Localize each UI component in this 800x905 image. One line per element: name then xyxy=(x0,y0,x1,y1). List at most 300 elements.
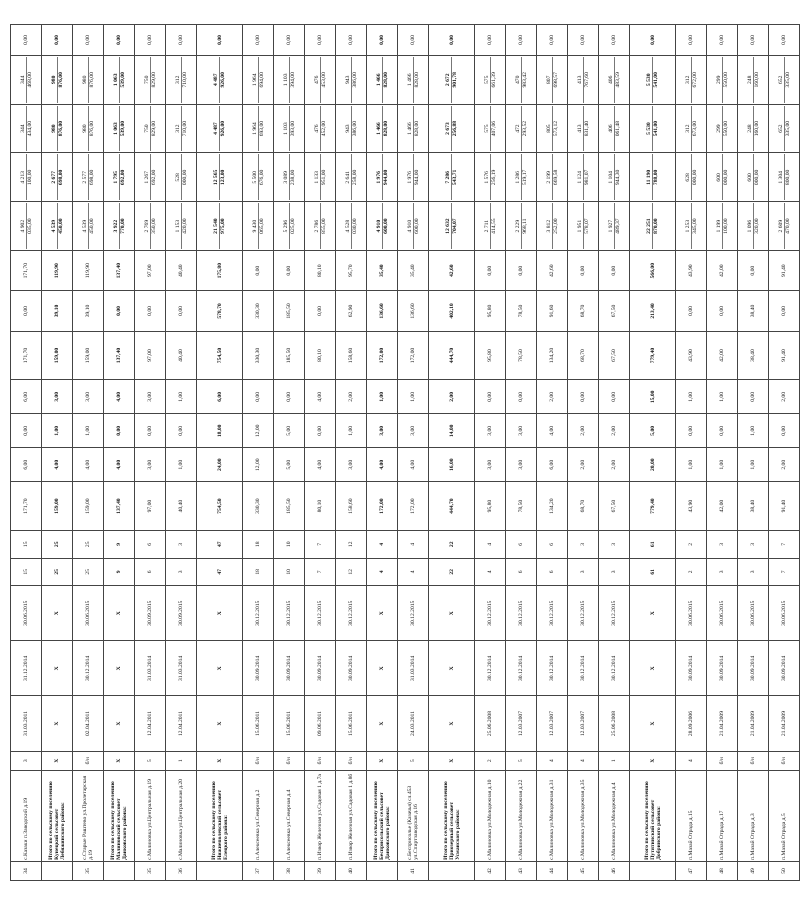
cell-part: 828,00 xyxy=(413,120,420,137)
table-row xyxy=(336,25,367,881)
cell-no xyxy=(42,861,73,880)
cell-c6: 38,40 xyxy=(738,482,769,531)
cell-c6: 172,00 xyxy=(367,482,398,531)
cell-c10: 43,90 xyxy=(676,331,707,380)
cell-c1: 15.06.2011 xyxy=(274,696,305,751)
cell-part: 828,00 xyxy=(382,120,389,137)
cell-addr: п.Извор Железная ул.Садовая 1 д.8б xyxy=(336,770,367,861)
cell-c5: 7 xyxy=(305,531,336,559)
cell-c5: 7 xyxy=(769,531,800,559)
cell-c4: 25 xyxy=(42,558,73,586)
cell-c4: 7 xyxy=(305,558,336,586)
cell-c13 xyxy=(769,202,800,251)
cell-c15 xyxy=(599,104,630,153)
cell-c10: 97,00 xyxy=(135,331,166,380)
cell-c10: 172,00 xyxy=(367,331,398,380)
cell-c8: 0,00 xyxy=(135,414,166,448)
cell-part: 1 267 xyxy=(144,154,151,200)
housing-program-table xyxy=(10,24,800,881)
cell-c5: 3 xyxy=(166,531,197,559)
cell-c6: 754,50 xyxy=(197,482,243,531)
cell-c13 xyxy=(367,202,398,251)
cell-part: 550,00 xyxy=(722,72,729,88)
cell-c8: 5,00 xyxy=(274,414,305,448)
cell-part: 386,00 xyxy=(351,72,358,88)
cell-c5: 4 xyxy=(398,531,429,559)
cell-c16 xyxy=(104,55,135,104)
cell-part: 4 487 xyxy=(213,57,220,103)
cell-part: 312 xyxy=(175,57,182,103)
cell-c4: 61 xyxy=(630,558,676,586)
cell-c14 xyxy=(568,153,599,202)
cell-part: 855,00 xyxy=(320,218,327,234)
cell-no: 37 xyxy=(243,861,274,880)
cell-c11: 578,70 xyxy=(197,291,243,331)
cell-c9: 0,00 xyxy=(599,380,630,414)
cell-part: 299 xyxy=(716,57,723,103)
cell-c3: 30.12.2015 xyxy=(475,586,506,641)
cell-c16 xyxy=(475,55,506,104)
cell-c9: 0,00 xyxy=(568,380,599,414)
cell-part: 541,00 xyxy=(653,72,659,88)
table-row xyxy=(599,25,630,881)
cell-c1: X xyxy=(104,696,135,751)
cell-c2: 30.12.2014 xyxy=(568,641,599,696)
cell-part: 698,57 xyxy=(552,72,559,88)
cell-c13 xyxy=(135,202,166,251)
cell-c1: 12.04.2011 xyxy=(135,696,166,751)
cell-part: 981,07 xyxy=(583,169,590,186)
cell-addr: п.Извор Железная ул.Садовая 1 д.7а xyxy=(305,770,336,861)
cell-c11: 402,10 xyxy=(429,291,475,331)
cell-c9: 1,00 xyxy=(676,380,707,414)
cell-no xyxy=(429,861,475,880)
cell-part: 541,00 xyxy=(653,120,659,137)
cell-c14 xyxy=(135,153,166,202)
cell-no: 35 xyxy=(73,861,104,880)
cell-part: 312 xyxy=(685,106,692,152)
cell-pre: 2 xyxy=(475,751,506,770)
cell-c15 xyxy=(11,104,42,153)
cell-c15 xyxy=(630,104,676,153)
cell-c15 xyxy=(197,104,243,153)
cell-addr: с.Малиновка ул.Молодежная д.35 xyxy=(568,770,599,861)
cell-c11: 95,80 xyxy=(475,291,506,331)
cell-pre: 5 xyxy=(506,751,537,770)
cell-part: 256,19 xyxy=(490,169,497,186)
cell-c16 xyxy=(135,55,166,104)
cell-c5: 3 xyxy=(568,531,599,559)
cell-c16 xyxy=(568,55,599,104)
table-row xyxy=(475,25,506,881)
cell-no xyxy=(367,861,398,880)
cell-c10: 80,10 xyxy=(305,331,336,380)
cell-part: 476 xyxy=(314,106,321,152)
cell-part: 628 xyxy=(685,154,692,200)
cell-c8: 14,00 xyxy=(429,414,475,448)
cell-c11: 39,10 xyxy=(73,291,104,331)
cell-part: 704,07 xyxy=(452,218,458,234)
cell-c1: X xyxy=(367,696,398,751)
cell-c3: 30.12.2015 xyxy=(599,586,630,641)
table-row xyxy=(166,25,197,881)
cell-c9: 2,00 xyxy=(429,380,475,414)
cell-part: 4 910 xyxy=(376,203,383,249)
cell-part: 1 976 xyxy=(407,154,414,200)
cell-c2: 31.12.2014 xyxy=(11,641,42,696)
cell-c17: 0,00 xyxy=(73,25,104,56)
cell-c11: 0,00 xyxy=(11,291,42,331)
cell-part: 968,11 xyxy=(521,218,528,234)
cell-c3: 30.06.2015 xyxy=(676,586,707,641)
cell-c14 xyxy=(429,153,475,202)
cell-c17: 0,00 xyxy=(599,25,630,56)
cell-c10: 68,70 xyxy=(568,331,599,380)
table-row xyxy=(243,25,274,881)
cell-c3: 30.09.2015 xyxy=(166,586,197,641)
cell-c6: 158,60 xyxy=(336,482,367,531)
cell-c10: 185,50 xyxy=(274,331,305,380)
cell-part: 4 539 xyxy=(51,203,58,249)
cell-c4: 4 xyxy=(475,558,506,586)
cell-part: 1 063 xyxy=(113,106,120,152)
table-row xyxy=(738,25,769,881)
cell-c15 xyxy=(166,104,197,153)
cell-addr: п.Мазай Отрада д.17 xyxy=(707,770,738,861)
cell-c3: X xyxy=(429,586,475,641)
cell-c7: 2,00 xyxy=(769,448,800,482)
cell-c14 xyxy=(336,153,367,202)
cell-c12: 42,60 xyxy=(429,251,475,291)
cell-part: 943 xyxy=(345,106,352,152)
cell-c12: 0,00 xyxy=(568,251,599,291)
cell-part: 575 xyxy=(484,57,491,103)
cell-c1: 15.06.2011 xyxy=(336,696,367,751)
cell-pre: X xyxy=(630,751,676,770)
cell-c13 xyxy=(243,202,274,251)
cell-c13 xyxy=(738,202,769,251)
cell-pre: 5 xyxy=(135,751,166,770)
cell-c13 xyxy=(197,202,243,251)
cell-c7: 16,00 xyxy=(429,448,475,482)
cell-c13 xyxy=(429,202,475,251)
cell-c7: 20,00 xyxy=(630,448,676,482)
cell-c11: 62,90 xyxy=(336,291,367,331)
cell-part: 238,00 xyxy=(289,169,296,186)
cell-part: 1 795 xyxy=(113,154,120,200)
cell-c12: 119,90 xyxy=(73,251,104,291)
cell-part: 160,00 xyxy=(753,120,760,137)
cell-part: 420,00 xyxy=(181,218,188,234)
cell-c1: 21.04.2009 xyxy=(769,696,800,751)
cell-part: 528 xyxy=(175,154,182,200)
cell-part: 1 286 xyxy=(515,154,522,200)
cell-c5: 6 xyxy=(537,531,568,559)
cell-c7: 12,00 xyxy=(243,448,274,482)
cell-addr: с.Малиновка ул.Молодежная д.22 xyxy=(506,770,537,861)
cell-c4: 6 xyxy=(506,558,537,586)
cell-pre: 1 xyxy=(166,751,197,770)
cell-c14 xyxy=(769,153,800,202)
cell-no: 45 xyxy=(568,861,599,880)
cell-c3: X xyxy=(630,586,676,641)
cell-c5: 4 xyxy=(475,531,506,559)
cell-c9: 0,00 xyxy=(738,380,769,414)
cell-c9: 1,00 xyxy=(707,380,738,414)
cell-c6: 40,40 xyxy=(166,482,197,531)
cell-c8: 2,00 xyxy=(599,414,630,448)
cell-part: 876,00 xyxy=(57,72,64,88)
cell-part: 393,00 xyxy=(289,120,296,137)
cell-c2: 31.03.2014 xyxy=(398,641,429,696)
cell-part: 829,00 xyxy=(150,120,157,137)
cell-c10: 91,40 xyxy=(769,331,800,380)
cell-part: 12 565 xyxy=(213,154,220,200)
cell-c6: 779,40 xyxy=(630,482,676,531)
cell-pre: б/н xyxy=(73,751,104,770)
cell-part: 2 786 xyxy=(314,203,321,249)
cell-c16 xyxy=(336,55,367,104)
cell-addr: п.Мазай Отрада д.5 xyxy=(769,770,800,861)
cell-c12: 0,00 xyxy=(475,251,506,291)
cell-c16 xyxy=(738,55,769,104)
cell-addr: Итого по сельскому поселению Нижнеполевский сельсовет Елецкого района: xyxy=(197,770,243,861)
cell-part: 550,00 xyxy=(722,120,729,137)
cell-addr: Итого по сельскому поселению Путятинский сельсовет Добринского района: xyxy=(630,770,676,861)
table-body xyxy=(11,25,800,881)
cell-c10: 172,00 xyxy=(398,331,429,380)
cell-c15 xyxy=(769,104,800,153)
cell-c9: 6,00 xyxy=(197,380,243,414)
cell-c17: 0,00 xyxy=(243,25,274,56)
cell-c12: 35,40 xyxy=(367,251,398,291)
cell-c12: 175,80 xyxy=(197,251,243,291)
cell-c6: 134,20 xyxy=(537,482,568,531)
cell-c7: 3,00 xyxy=(506,448,537,482)
cell-pre: 4 xyxy=(537,751,568,770)
cell-pre: X xyxy=(42,751,73,770)
cell-part: 975,00 xyxy=(220,218,226,234)
cell-c6: 42,00 xyxy=(707,482,738,531)
cell-c13 xyxy=(398,202,429,251)
cell-c17: 0,00 xyxy=(738,25,769,56)
cell-c10: 444,70 xyxy=(429,331,475,380)
subtotal-row xyxy=(429,25,475,881)
cell-c1: 28.09.2006 xyxy=(676,696,707,751)
cell-c6: 95,80 xyxy=(475,482,506,531)
cell-pre: 5 xyxy=(398,751,429,770)
cell-c8: 1,00 xyxy=(738,414,769,448)
cell-c14 xyxy=(707,153,738,202)
cell-c2: 30.12.2014 xyxy=(475,641,506,696)
cell-addr: Итого по сельскому поселению Бесприсольский сельсовет Данковского района: xyxy=(367,770,398,861)
cell-c14 xyxy=(506,153,537,202)
cell-part: 2 229 xyxy=(515,203,522,249)
cell-part: 800,00 xyxy=(784,169,791,186)
cell-part: 573,12 xyxy=(552,120,559,137)
cell-part: 980 xyxy=(82,106,89,152)
cell-part: 1 466 xyxy=(376,57,383,103)
cell-c15 xyxy=(568,104,599,153)
cell-c10: 67,50 xyxy=(599,331,630,380)
cell-part: 248 xyxy=(747,57,754,103)
cell-c4: 6 xyxy=(537,558,568,586)
cell-c14 xyxy=(599,153,630,202)
cell-part: 394,00 xyxy=(289,72,296,88)
cell-c3: 30.12.2015 xyxy=(398,586,429,641)
cell-c3: X xyxy=(367,586,398,641)
table-row xyxy=(707,25,738,881)
cell-part: 2 609 xyxy=(778,203,785,249)
cell-part: 344 xyxy=(20,106,27,152)
cell-part: 926,00 xyxy=(220,72,226,88)
cell-c7: 4,00 xyxy=(104,448,135,482)
cell-c14 xyxy=(197,153,243,202)
cell-part: 000,00 xyxy=(181,169,188,186)
cell-no: 39 xyxy=(305,861,336,880)
cell-part: 434,00 xyxy=(26,120,33,137)
cell-part: 2 769 xyxy=(144,203,151,249)
cell-part: 000,00 xyxy=(722,169,729,186)
cell-c12: 97,00 xyxy=(135,251,166,291)
cell-c1: 12.03.2007 xyxy=(506,696,537,751)
cell-c3: 30.12.2015 xyxy=(537,586,568,641)
cell-part: 476 xyxy=(314,57,321,103)
cell-c9: 3,00 xyxy=(42,380,73,414)
cell-c1: 24.03.2011 xyxy=(398,696,429,751)
cell-pre: б/н xyxy=(738,751,769,770)
cell-addr: с.Старые Раштево ул.Пролетарская д.19 xyxy=(73,770,104,861)
cell-part: 4 539 xyxy=(82,203,89,249)
cell-c5: 3 xyxy=(599,531,630,559)
cell-part: 876,00 xyxy=(88,120,95,137)
table-row xyxy=(398,25,429,881)
cell-c1: 25.06.2008 xyxy=(599,696,630,751)
cell-no: 46 xyxy=(599,861,630,880)
subtotal-row xyxy=(42,25,73,881)
cell-part: 248 xyxy=(747,106,754,152)
cell-c3: X xyxy=(197,586,243,641)
cell-pre: 4 xyxy=(568,751,599,770)
cell-part: 980 xyxy=(51,106,58,152)
cell-part: 1 976 xyxy=(376,154,383,200)
cell-c1: 12.03.2007 xyxy=(568,696,599,751)
cell-c1: X xyxy=(197,696,243,751)
cell-c7: 4,00 xyxy=(398,448,429,482)
cell-c17: 0,00 xyxy=(506,25,537,56)
cell-c16 xyxy=(599,55,630,104)
cell-c16 xyxy=(367,55,398,104)
cell-c14 xyxy=(676,153,707,202)
cell-c3: 30.06.2015 xyxy=(769,586,800,641)
cell-part: 1 466 xyxy=(376,106,383,152)
cell-c16 xyxy=(398,55,429,104)
cell-c4: 3 xyxy=(568,558,599,586)
cell-c3: 30.09.2015 xyxy=(135,586,166,641)
cell-c4: 7 xyxy=(769,558,800,586)
cell-c16 xyxy=(769,55,800,104)
cell-c17: 0,00 xyxy=(42,25,73,56)
cell-c4: 25 xyxy=(73,558,104,586)
cell-part: 828,00 xyxy=(413,72,420,88)
cell-c15 xyxy=(104,104,135,153)
cell-c9: 4,00 xyxy=(305,380,336,414)
cell-c1: 25.06.2008 xyxy=(475,696,506,751)
cell-c6: 137,40 xyxy=(104,482,135,531)
cell-c6: 43,90 xyxy=(676,482,707,531)
cell-part: 750 xyxy=(144,106,151,152)
cell-c15 xyxy=(738,104,769,153)
cell-c11: 0,00 xyxy=(104,291,135,331)
cell-c6: 68,70 xyxy=(568,482,599,531)
cell-c1: X xyxy=(429,696,475,751)
cell-addr: Итого по сельскому поселению Кунецкий сельсовет Лебяжинского района: xyxy=(42,770,73,861)
cell-part: 489,37 xyxy=(614,218,621,234)
cell-part: 578,07 xyxy=(583,218,590,234)
cell-c6: 444,70 xyxy=(429,482,475,531)
cell-c12: 0,00 xyxy=(506,251,537,291)
cell-c2: 30.09.2014 xyxy=(336,641,367,696)
cell-c5: 18 xyxy=(243,531,274,559)
cell-c2: X xyxy=(429,641,475,696)
cell-c2: 31.03.2014 xyxy=(166,641,197,696)
cell-c6: 159,00 xyxy=(42,482,73,531)
cell-c14 xyxy=(42,153,73,202)
cell-no xyxy=(197,861,243,880)
cell-c8: 18,00 xyxy=(197,414,243,448)
cell-c3: 30.12.2015 xyxy=(568,586,599,641)
cell-c9: 15,00 xyxy=(630,380,676,414)
cell-c7: 1,00 xyxy=(166,448,197,482)
cell-c2: 30.12.2014 xyxy=(73,641,104,696)
cell-c3: 30.12.2015 xyxy=(274,586,305,641)
cell-c9: 0,00 xyxy=(475,380,506,414)
cell-c17: 0,00 xyxy=(630,25,676,56)
cell-c7: 1,00 xyxy=(738,448,769,482)
cell-part: 805 xyxy=(546,106,553,152)
cell-c4: 6 xyxy=(135,558,166,586)
cell-c4: 3 xyxy=(599,558,630,586)
subtotal-row xyxy=(104,25,135,881)
cell-c2: 30.12.2014 xyxy=(599,641,630,696)
cell-c10: 38,40 xyxy=(738,331,769,380)
cell-c17: 0,00 xyxy=(676,25,707,56)
cell-c8: 3,00 xyxy=(475,414,506,448)
cell-c6: 159,00 xyxy=(73,482,104,531)
cell-part: 000,00 xyxy=(691,169,698,186)
cell-c10: 134,20 xyxy=(537,331,568,380)
cell-part: 2 199 xyxy=(546,154,553,200)
cell-no: 44 xyxy=(537,861,568,880)
cell-c7: 6,00 xyxy=(537,448,568,482)
cell-c8: 2,00 xyxy=(568,414,599,448)
cell-c11: 136,60 xyxy=(398,291,429,331)
cell-c12: 91,40 xyxy=(769,251,800,291)
cell-part: 600 xyxy=(716,154,723,200)
cell-c7: 3,00 xyxy=(135,448,166,482)
cell-c9: 0,00 xyxy=(274,380,305,414)
rotated-page-frame xyxy=(10,24,791,881)
cell-c11: 330,30 xyxy=(243,291,274,331)
cell-c17: 0,00 xyxy=(166,25,197,56)
cell-addr: с.Бесприсолье (Казачья) сл.453 ул.Спиртзаводская д.16 xyxy=(398,770,429,861)
cell-part: 5 530 xyxy=(646,57,653,103)
cell-c7: 2,00 xyxy=(568,448,599,482)
cell-c17: 0,00 xyxy=(769,25,800,56)
cell-c10: 78,50 xyxy=(506,331,537,380)
cell-c5: 6 xyxy=(506,531,537,559)
table-row xyxy=(568,25,599,881)
